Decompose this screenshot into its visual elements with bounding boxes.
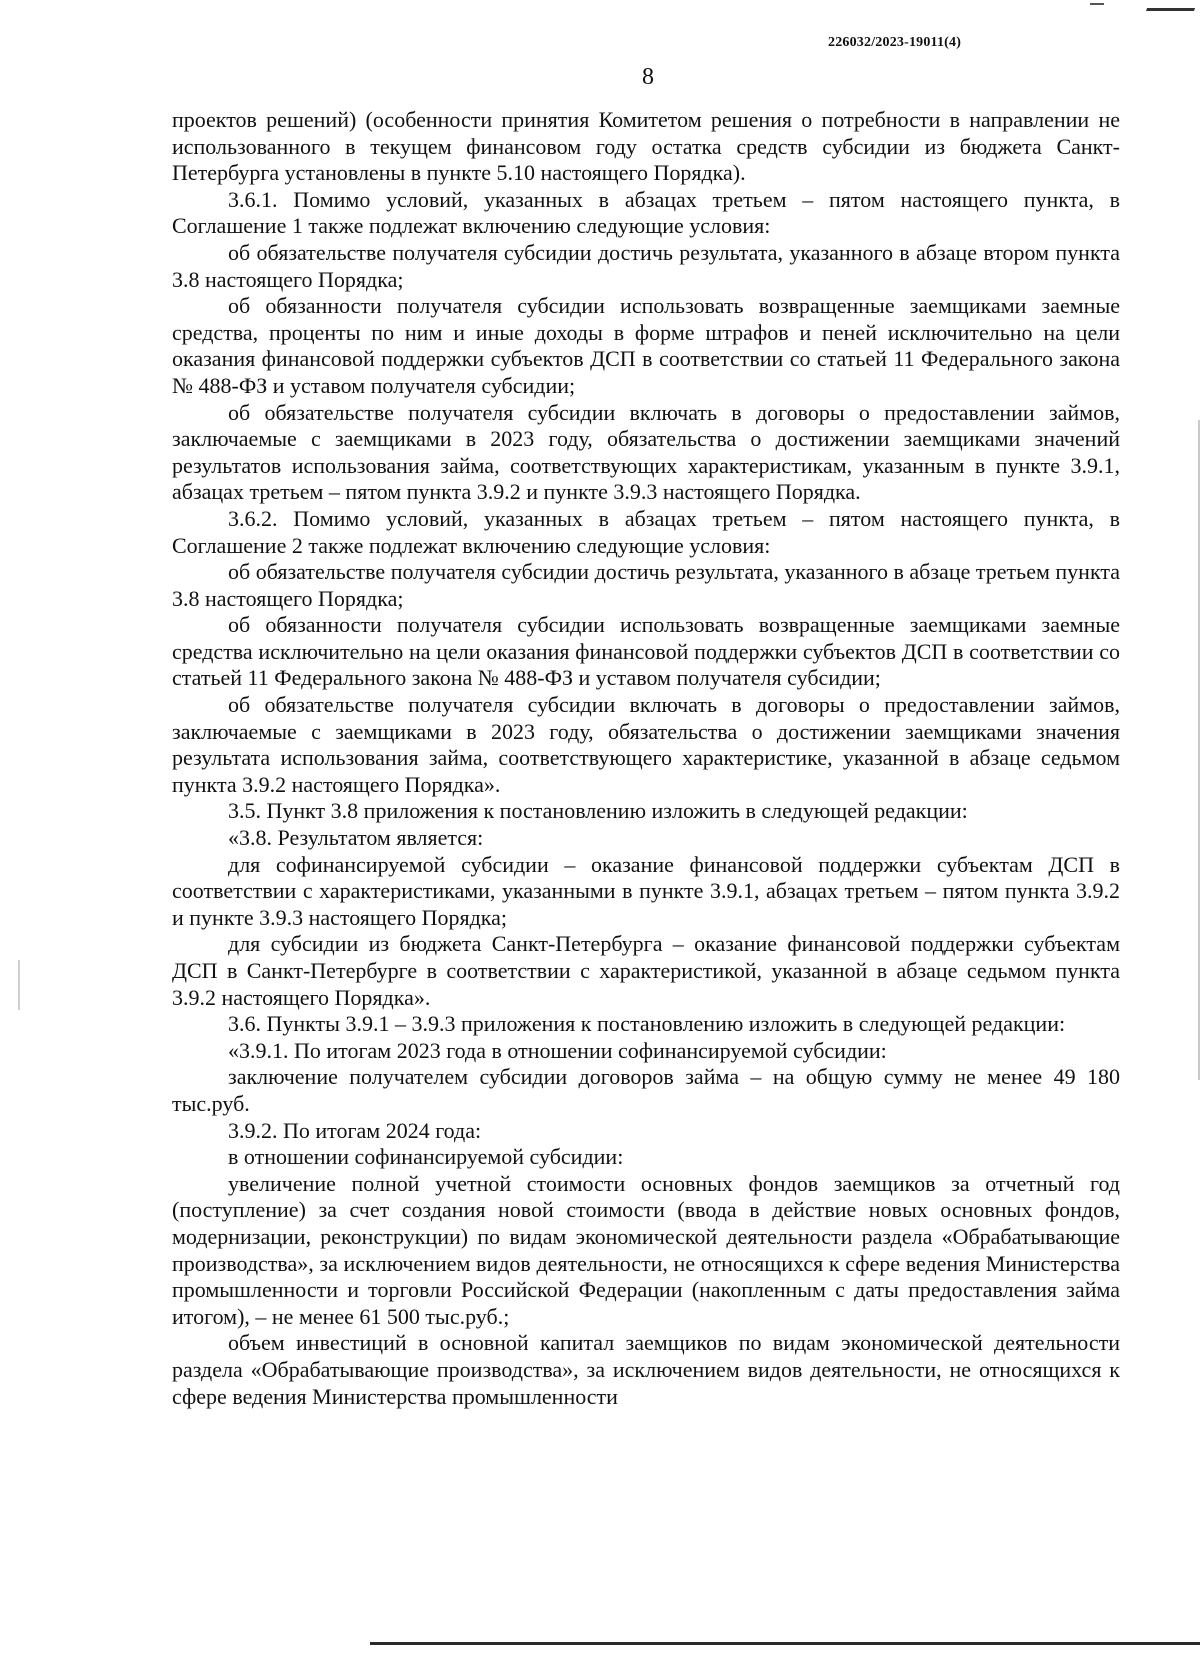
- document-body: [172, 107, 1120, 1410]
- paragraph-3-9-1: «3.9.1. По итогам 2023 года в отношении софинансируемой субсидии:: [228, 1037, 887, 1063]
- document-registration-number: 226032/2023-19011(4): [828, 35, 962, 50]
- paragraph-3-9-2: 3.9.2. По итогам 2024 года:: [228, 1117, 482, 1143]
- paragraph-loan-contracts: заключение получателем субсидии договоров займа – на общую сумму не менее 49 180 тыс.руб.: [172, 1064, 1120, 1116]
- paragraph-condition-result: об обязательстве получателя субсидии достичь результата, указанного в абзаце втором пункта 3.8 настоящего Порядка;: [172, 239, 1120, 292]
- paragraph-condition-result-2: об обязательстве получателя субсидии достичь результата, указанного в абзаце третьем пункта 3.8 настоящего Порядка;: [172, 559, 1120, 611]
- scan-bottom-edge: [370, 1642, 1200, 1645]
- paragraph-investments: объем инвестиций в основной капитал заемщиков по видам экономической деятельности раздела «Обрабатывающие производства», за исключением видов деятельности, не относящихся к сфере ведения Министерства промышленности: [172, 1330, 1120, 1409]
- paragraph-continuation: проектов решений) (особенности принятия Комитетом решения о потребности в направлении не использованного в текущем финансовом году остатка средств субсидии из бюджета Санкт-Петербурга установлены в пункте 5.10 настоящего Порядка).: [172, 107, 1120, 186]
- scan-top-dash: [1090, 3, 1104, 5]
- paragraph-condition-loans-2: об обязательстве получателя субсидии включать в договоры о предоставлении займов, заключаемые с заемщиками в 2023 году, обязательства о достижении заемщиками значения результата использования займа, соответствующего характеристике, указанной в абзаце седьмом пункта 3.9.2 настоящего Порядка».: [172, 692, 1120, 797]
- paragraph-3-6: 3.6. Пункты 3.9.1 – 3.9.3 приложения к постановлению изложить в следующей редакции:: [228, 1011, 1066, 1037]
- paragraph-3-8-heading: «3.8. Результатом является:: [228, 825, 484, 851]
- paragraph-result-city-budget: для субсидии из бюджета Санкт-Петербурга – оказание финансовой поддержки субъектам ДСП в Санкт-Петербурге в соответствии с характеристикой, указанной в абзаце седьмом пункта 3.9.2 настоящего Порядка».: [172, 931, 1120, 1010]
- paragraph-condition-loans: об обязательстве получателя субсидии включать в договоры о предоставлении займов, заключаемые с заемщиками в 2023 году, обязательства о достижении заемщиками значений результатов использования займа, соответствующих характеристикам, указанным в пункте 3.9.1, абзацах третьем – пятом пункта 3.9.2 и пункте 3.9.3 настоящего Порядка.: [172, 399, 1120, 505]
- page-number: 8: [642, 64, 654, 90]
- paragraph-cofinanced-heading: в отношении софинансируемой субсидии:: [228, 1144, 624, 1170]
- paragraph-condition-funds-2: об обязанности получателя субсидии использовать возвращенные заемщиками заемные средства исключительно на цели оказания финансовой поддержки субъектов ДСП в соответствии со статьей 11 Федерального закона № 488-ФЗ и уставом получателя субсидии;: [172, 612, 1120, 691]
- scan-edge-mark: [18, 960, 20, 1010]
- paragraph-3-6-2: 3.6.2. Помимо условий, указанных в абзацах третьем – пятом настоящего пункта, в Соглашение 2 также подлежат включению следующие условия:: [172, 505, 1120, 558]
- paragraph-result-cofinanced: для софинансируемой субсидии – оказание финансовой поддержки субъектам ДСП в соответствии с характеристиками, указанными в пункте 3.9.1, абзацах третьем – пятом пункта 3.9.2 и пункте 3.9.3 настоящего Порядка;: [172, 851, 1120, 930]
- scan-corner-mark: [1146, 0, 1198, 11]
- paragraph-fixed-assets: увеличение полной учетной стоимости основных фондов заемщиков за отчетный год (поступление) за счет создания новой стоимости (ввода в действие новых основных фондов, модернизации, реконструкции) по видам экономической деятельности раздела «Обрабатывающие производства», за исключением видов деятельности, не относящихся к сфере ведения Министерства промышленности и торговли Российской Федерации (накопленным с даты предоставления займа итогом), – не менее 61 500 тыс.руб.;: [172, 1170, 1120, 1329]
- paragraph-3-5: 3.5. Пункт 3.8 приложения к постановлению изложить в следующей редакции:: [228, 798, 968, 824]
- paragraph-3-6-1: 3.6.1. Помимо условий, указанных в абзацах третьем – пятом настоящего пункта, в Соглашение 1 также подлежат включению следующие условия:: [172, 186, 1120, 239]
- paragraph-condition-funds: об обязанности получателя субсидии использовать возвращенные заемщиками заемные средства, проценты по ним и иные доходы в форме штрафов и пеней исключительно на цели оказания финансовой поддержки субъектов ДСП в соответствии со статьей 11 Федерального закона № 488-ФЗ и уставом получателя субсидии;: [172, 293, 1120, 398]
